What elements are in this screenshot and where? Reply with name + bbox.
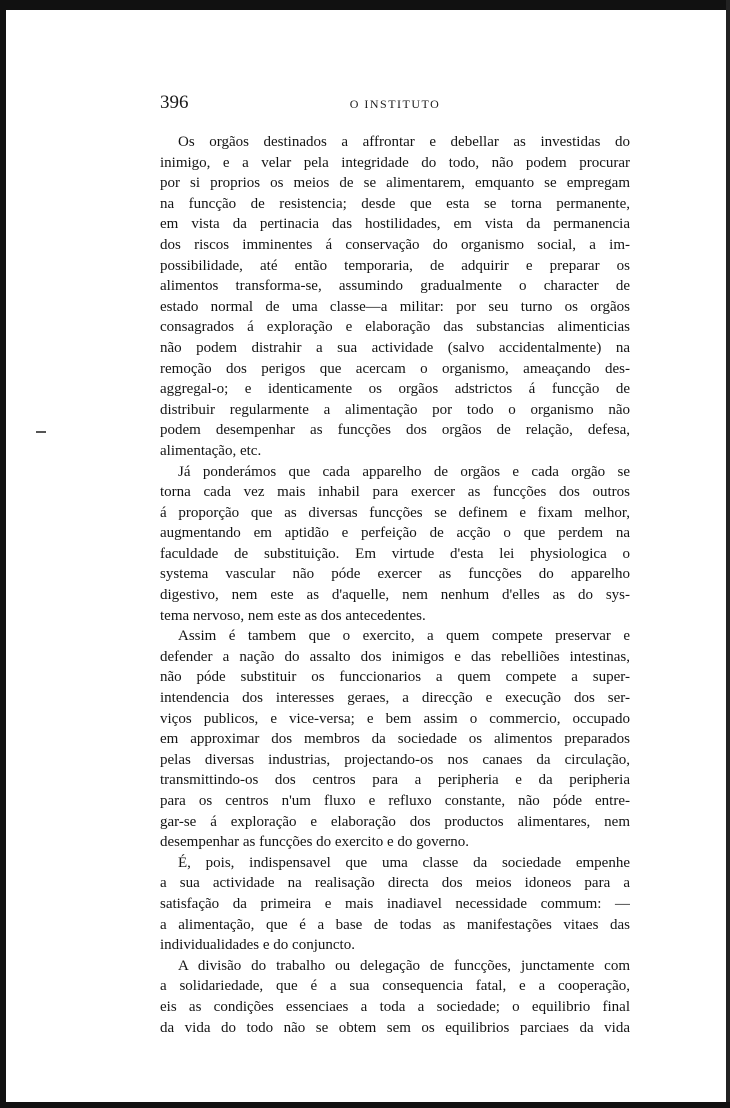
text-line: remoção dos perigos que acercam o organismo, ameaçando des- <box>160 360 630 377</box>
scan-border-left <box>0 0 6 1108</box>
text-line: em approximar dos membros da sociedade os alimentos preparados <box>160 731 630 748</box>
running-head: O INSTITUTO <box>349 97 441 111</box>
scan-border-top <box>0 0 730 10</box>
text-line: da vida do todo não se obtem sem os equilibrios parciaes da vida <box>160 1019 630 1036</box>
text-line: desempenhar as funcções do exercito e do governo. <box>160 834 470 851</box>
text-line: estado normal de uma classe—a militar: por seu turno os orgãos <box>160 298 630 315</box>
text-line: satisfação da primeira e mais inadiavel necessidade commum: — <box>160 895 630 912</box>
scan-border-right <box>726 0 730 1108</box>
text-line: a sua actividade na realisação directa dos meios idoneos para a <box>160 875 630 892</box>
margin-mark <box>36 431 46 433</box>
text-line: podem desempenhar as funcções dos orgãos de relação, defesa, <box>160 422 630 439</box>
text-line: dos riscos imminentes á conservação do organismo social, a im- <box>160 236 630 253</box>
text-line: á proporção que as diversas funcções se definem e fixam melhor, <box>160 504 630 521</box>
text-line: faculdade de substituição. Em virtude d'esta lei physiologica o <box>160 545 630 562</box>
text-line: a alimentação, que é a base de todas as manifestações vitaes das <box>160 916 630 933</box>
text-line: por si proprios os meios de se alimentarem, emquanto se empregam <box>160 175 630 192</box>
text-line: Os orgãos destinados a affrontar e debellar as investidas do <box>178 134 630 150</box>
text-line: torna cada vez mais inhabil para exercer as funcções dos outros <box>160 484 630 501</box>
text-line: não póde substituir os funccionarios a quem compete a super- <box>160 669 630 686</box>
text-line: não podem distrahir a sua actividade (salvo accidentalmente) na <box>160 339 630 356</box>
text-line: gar-se á exploração e elaboração dos productos alimentares, nem <box>160 813 630 830</box>
text-line: possibilidade, até então temporaria, de adquirir e preparar os <box>160 257 630 274</box>
text-line: transmittindo-os dos centros para a peripheria e da peripheria <box>160 772 630 789</box>
text-line: alimentação, etc. <box>160 442 262 459</box>
scan-border-bottom <box>0 1102 730 1108</box>
text-line: a solidariedade, que é a sua consequencia fatal, e a cooperação, <box>160 978 630 995</box>
text-line: defender a nação do assalto dos inimigos e das rebelliões intestinas, <box>160 648 630 665</box>
text-line: systema vascular não póde exercer as funcções do apparelho <box>160 566 630 583</box>
text-line: digestivo, nem este as d'aquelle, nem nenhum d'elles as do sys- <box>160 587 630 604</box>
text-line: individualidades e do conjuncto. <box>160 937 355 954</box>
text-line: alimentos transforma-se, assumindo gradualmente o character de <box>160 278 630 295</box>
text-line: inimigo, e a velar pela integridade do todo, não podem procurar <box>160 154 630 171</box>
text-line: consagrados á exploração e elaboração das substancias alimenticias <box>160 319 630 336</box>
text-line: em vista da pertinacia das hostilidades, em vista da permanencia <box>160 216 630 233</box>
text-line: Assim é tambem que o exercito, a quem compete preservar e <box>178 628 630 645</box>
text-line: eis as condições essenciaes a toda a sociedade; o equilibrio final <box>160 998 630 1015</box>
page-number: 396 <box>160 92 189 113</box>
text-line: Já ponderámos que cada apparelho de orgãos e cada orgão se <box>178 463 630 480</box>
text-line: distribuir regularmente a alimentação por todo o organismo não <box>160 401 630 418</box>
text-line: augmentando em aptidão e perfeição de acção o que perdem na <box>160 525 630 542</box>
text-line: viços publicos, e vice-versa; e bem assim o commercio, occupado <box>160 710 630 727</box>
text-line: aggregal-o; e identicamente os orgãos adstrictos á funcção de <box>160 381 630 398</box>
text-line: na funcção de resistencia; desde que esta se torna permanente, <box>160 195 630 212</box>
text-line: A divisão do trabalho ou delegação de funcções, junctamente com <box>178 957 630 974</box>
text-line: tema nervoso, nem este as dos antecedentes. <box>160 607 426 624</box>
text-line: pelas diversas industrias, projectando-os nos canaes da circulação, <box>160 751 630 768</box>
body-text <box>160 132 630 1038</box>
text-line: intendencia dos interesses geraes, a direcção e execução dos ser- <box>160 690 630 707</box>
text-line: É, pois, indispensavel que uma classe da sociedade empenhe <box>178 854 630 871</box>
text-line: para os centros n'um fluxo e refluxo constante, não póde entre- <box>160 793 630 809</box>
